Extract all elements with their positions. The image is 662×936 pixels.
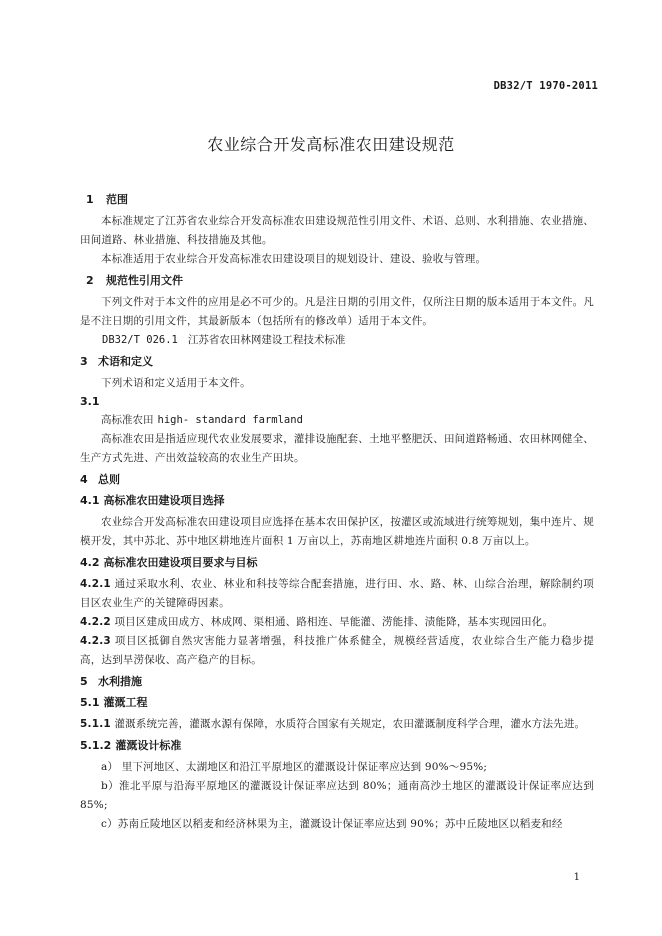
list-item-b: b）淮北平原与沿海平原地区的灌溉设计保证率应达到 80%；通南高沙土地区的灌溉设计保证率应达到 85%; [80, 780, 594, 811]
section-number: 2 [86, 274, 94, 287]
section-heading-2 [80, 272, 594, 290]
term-name-en: high- standard farmland [157, 414, 303, 426]
subsection-title: 高标准农田建设项目要求与目标 [103, 556, 258, 569]
list-item-c: c）苏南丘陵地区以稻麦和经济林果为主，灌溉设计保证率应达到 90%；苏中丘陵地区以稻麦和经 [101, 818, 563, 830]
reference-entry [102, 331, 594, 350]
document-body [80, 188, 594, 834]
section-title: 总则 [98, 473, 120, 486]
section-title: 规范性引用文件 [106, 274, 183, 287]
section-number: 3 [80, 355, 88, 368]
section-title: 范围 [106, 193, 128, 206]
term-definition: 高标准农田是指适应现代农业发展要求，灌排设施配套、土地平整肥沃、田间道路畅通、农田林网健全、生产方式先进、产出效益较高的农业生产田块。 [80, 433, 594, 464]
list-item-a: a） 里下河地区、太湖地区和沿江平原地区的灌溉设计保证率应达到 90%～95%; [101, 761, 488, 773]
clause-number: 4.2.3 [80, 635, 111, 647]
clause-4-2-2 [80, 613, 594, 632]
section-title: 水利措施 [98, 675, 142, 688]
paragraph: 下列术语和定义适用于本文件。 [101, 377, 251, 389]
clause-4-2-3 [80, 632, 594, 670]
subsection-heading-4-2 [80, 554, 594, 572]
paragraph: 农业综合开发高标准农田建设项目应选择在基本农田保护区，按灌区或流域进行统筹规划，集中连片、规模开发，其中苏北、苏中地区耕地连片面积 1 万亩以上，苏南地区耕地连片面积 0.8 万亩以上。 [80, 516, 594, 547]
reference-title: 江苏省农田林网建设工程技术标准 [187, 334, 346, 346]
paragraph: 本标准适用于农业综合开发高标准农田建设项目的规划设计、建设、验收与管理。 [101, 253, 487, 265]
clause-number: 4.2.1 [80, 578, 111, 590]
clause-4-2-1 [80, 575, 594, 613]
paragraph: 下列文件对于本文件的应用是必不可少的。凡是注日期的引用文件，仅所注日期的版本适用于本文件。凡是不注日期的引用文件，其最新版本（包括所有的修改单）适用于本文件。 [80, 296, 594, 327]
clause-number: 4.2.2 [80, 616, 111, 628]
section-heading-1 [80, 191, 594, 209]
subsection-number: 5.1 [80, 696, 100, 709]
section-heading-5 [80, 673, 594, 691]
section-number: 1 [86, 193, 94, 206]
page-number: 1 [573, 872, 580, 883]
section-number: 5 [80, 675, 88, 688]
section-heading-3 [80, 353, 594, 371]
clause-text: 灌溉系统完善，灌溉水源有保障，水质符合国家有关规定，农田灌溉制度科学合理，灌水方法先进。 [114, 718, 586, 730]
subsection-heading-5-1-2 [80, 737, 594, 755]
subsection-heading-4-1 [80, 492, 594, 510]
subsection-number: 5.1.2 [80, 739, 112, 752]
subsection-heading-5-1 [80, 694, 594, 712]
clause-text: 项目区建成田成方、林成网、渠相通、路相连、旱能灌、涝能排、渍能降，基本实现园田化。 [114, 616, 554, 628]
subsection-number: 4.1 [80, 494, 100, 507]
term-name-cn: 高标准农田 [101, 414, 154, 426]
reference-code: DB32/T 026.1 [102, 334, 178, 346]
term-name [101, 411, 594, 430]
section-title: 术语和定义 [98, 355, 153, 368]
subsection-title: 灌溉工程 [103, 696, 148, 709]
clause-text: 通过采取水利、农业、林业和科技等综合配套措施，进行田、水、路、林、山综合治理，解除制约项目区农业生产的关键障碍因素。 [80, 578, 594, 609]
clause-5-1-1 [80, 715, 594, 734]
clause-text: 项目区抵御自然灾害能力显著增强，科技推广体系健全，规模经营适度，农业综合生产能力稳步提高，达到旱涝保收、高产稳产的目标。 [80, 635, 594, 666]
document-code: DB32/T 1970-2011 [493, 80, 598, 92]
section-heading-4 [80, 471, 594, 489]
subsection-number: 4.2 [80, 556, 100, 569]
term-number: 3.1 [80, 395, 100, 408]
subsection-title: 灌溉设计标准 [115, 739, 182, 752]
paragraph: 本标准规定了江苏省农业综合开发高标准农田建设规范性引用文件、术语、总则、水利措施、农业措施、田间道路、林业措施、科技措施及其他。 [80, 215, 594, 246]
clause-number: 5.1.1 [80, 718, 111, 730]
subsection-title: 高标准农田建设项目选择 [103, 494, 225, 507]
section-number: 4 [80, 473, 88, 486]
document-title: 农业综合开发高标准农田建设规范 [207, 135, 455, 154]
